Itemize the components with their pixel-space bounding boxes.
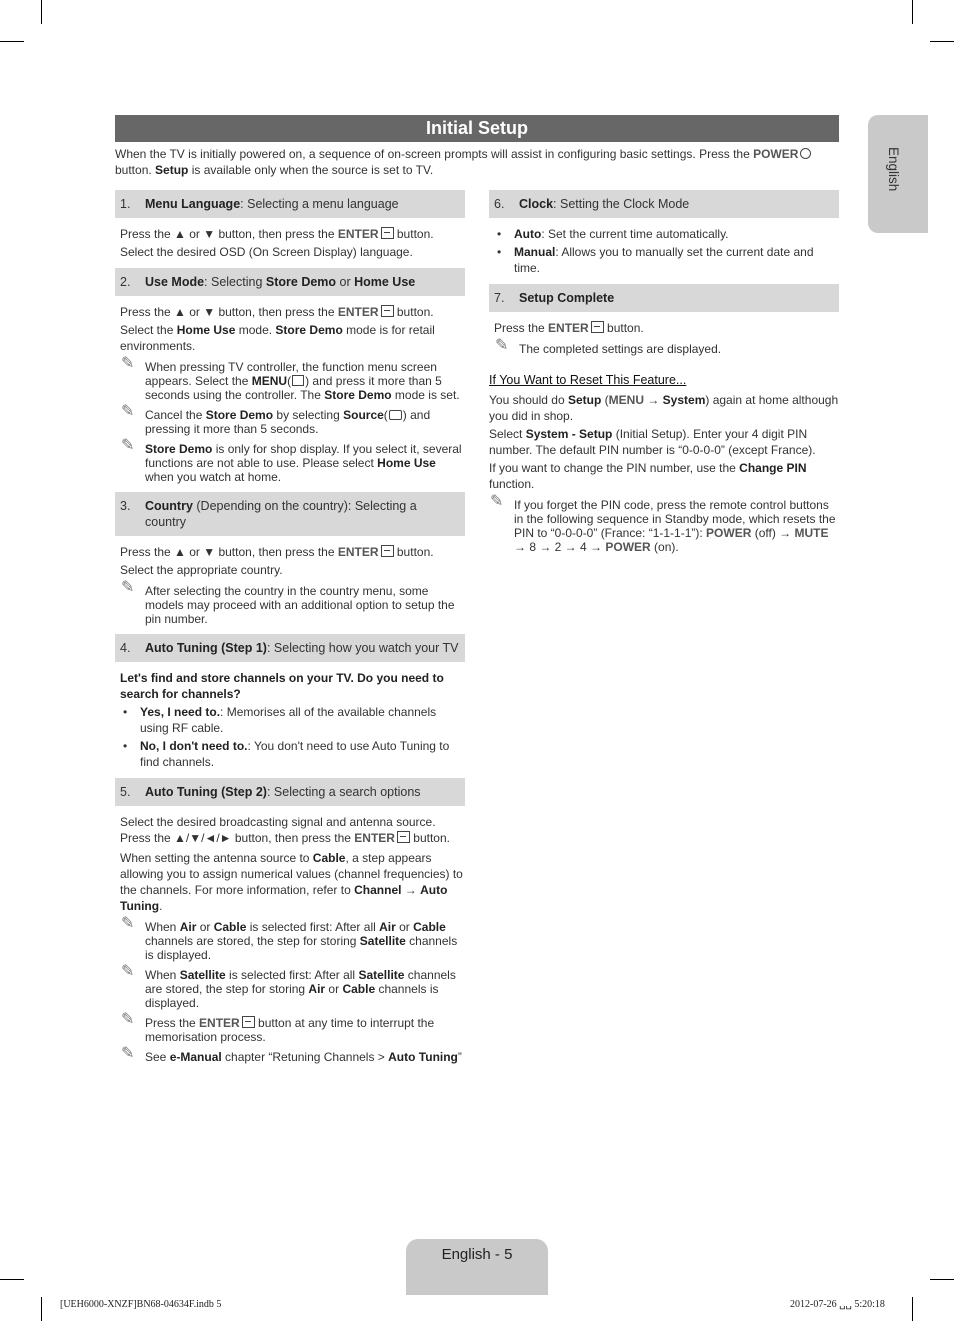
note: ✎ See e-Manual chapter “Retuning Channels > Auto Tuning” [121, 1045, 462, 1064]
section-body-auto-tuning-step1: Let's find and store channels on your TV. Do you need to search for channels? • Yes, I need to.: Memorises all of the available channels using RF cable. • No, I don't need to.: You don't need to use Auto Tuning to find channels. [115, 670, 465, 770]
print-file-info: [UEH6000-XNZF]BN68-04634F.indb 5 [60, 1299, 222, 1310]
note-pencil-icon: ✎ [495, 337, 509, 354]
enter-icon [381, 545, 394, 557]
note: ✎ If you forget the PIN code, press the remote control buttons in the following sequence in Standby mode, which resets the PIN to “0-0-0-0” (France: “1-1-1-1”): POWER (off) → MUTE → 8 → 2 → 4 → POWER (on). [490, 493, 836, 554]
crop-mark [930, 1279, 954, 1280]
language-tab-label: English [886, 147, 901, 192]
note-pencil-icon: ✎ [121, 915, 135, 932]
right-column [489, 190, 839, 558]
section-header-auto-tuning-step2: 5. Auto Tuning (Step 2): Selecting a search options [115, 778, 465, 806]
section-header-clock: 6. Clock: Setting the Clock Mode [489, 190, 839, 218]
section-header-setup-complete: 7. Setup Complete [489, 284, 839, 312]
page-title: Initial Setup [115, 115, 839, 142]
note: ✎ Cancel the Store Demo by selecting Source( ) and pressing it more than 5 seconds. [121, 403, 431, 436]
note-pencil-icon: ✎ [121, 579, 135, 596]
crop-mark [912, 0, 913, 24]
note: ✎ After selecting the country in the country menu, some models may proceed with an additional option to setup the pin number. [121, 579, 455, 626]
note-pencil-icon: ✎ [121, 1011, 135, 1028]
section-body-clock [489, 226, 839, 276]
section-header-use-mode: 2. Use Mode: Selecting Store Demo or Home Use [115, 268, 465, 296]
page-number: English - 5 [441, 1246, 513, 1263]
note-pencil-icon: ✎ [121, 437, 135, 454]
enter-icon [591, 321, 604, 333]
enter-icon [242, 1016, 255, 1028]
enter-icon [381, 305, 394, 317]
section-header-auto-tuning-step1: 4. Auto Tuning (Step 1): Selecting how you watch your TV [115, 634, 465, 662]
section-body-menu-language: Press the ▲ or ▼ button, then press the ENTER button. Select the desired OSD (On Screen Display) language. [120, 227, 434, 259]
note: ✎ When Air or Cable is selected first: After all Air or Cable channels are stored, the step for storing Satellite channels is displayed. [121, 915, 458, 962]
list-item: • Yes, I need to.: Memorises all of the available channels using RF cable. [123, 705, 437, 735]
section-body-country: Press the ▲ or ▼ button, then press the ENTER button. Select the appropriate country. ✎ After selecting the country in the country menu, some models may proceed with an additional option to setup the pin number. [115, 544, 465, 626]
list-item: • No, I don't need to.: You don't need to use Auto Tuning to find channels. [123, 739, 450, 769]
left-column [115, 190, 465, 1072]
note-pencil-icon: ✎ [121, 1045, 135, 1062]
menu-icon [292, 375, 304, 386]
page-number-tab [406, 1239, 548, 1295]
crop-mark [41, 0, 42, 24]
note: ✎ Store Demo is only for shop display. If you select it, several functions are not able to use. Please select Home Use when you watch at home. [121, 437, 462, 484]
section-body-auto-tuning-step2: Select the desired broadcasting signal and antenna source. Press the ▲/▼/◄/► button, then press the ENTER button. When setting the antenna source to Cable, a step appears allowing you to assign numerical values (channel frequencies) to the channels. For more information, refer to Channel → Auto Tuning. ✎ When Air or Cable is selected first: After all Air or Cable channels are stored, the step for storing Satellite channels is displayed. ✎ When Satellite is selected first: After all Satellite channels are stored, the step for storing Air or Cable channels is displayed. ✎ Press the ENTER button at any time to interrupt the memorisation process. ✎ See e-Manual chapter “Retuning Channels > Auto Tuning” [115, 814, 465, 1064]
note: ✎ Press the ENTER button at any time to interrupt the memorisation process. [121, 1011, 435, 1044]
crop-mark [0, 41, 24, 42]
note-pencil-icon: ✎ [121, 355, 135, 372]
note-pencil-icon: ✎ [121, 403, 135, 420]
source-icon [389, 410, 402, 420]
enter-icon [381, 227, 394, 239]
note-pencil-icon: ✎ [121, 963, 135, 980]
intro-paragraph: When the TV is initially powered on, a sequence of on-screen prompts will assist in configuring basic settings. Press the POWER button. Setup is available only when the source is set to TV. [115, 146, 835, 178]
section-body-setup-complete: Press the ENTER button. ✎ The completed settings are displayed. [489, 320, 839, 356]
note: ✎ When Satellite is selected first: After all Satellite channels are stored, the step for storing Air or Cable channels is displayed. [121, 963, 456, 1010]
note: ✎ The completed settings are displayed. [495, 337, 722, 356]
reset-section-body: You should do Setup (MENU → System) again at home although you did in shop. Select System - Setup (Initial Setup). Enter your 4 digit PIN number. The default PIN number is “0-0-0-0” (except France). If you want to change the PIN number, use the Change PIN function. ✎ If you forget the PIN code, press the remote control buttons in the following sequence in Standby mode, which resets the PIN to “0-0-0-0” (France: “1-1-1-1”): POWER (off) → MUTE → 8 → 2 → 4 → POWER (on). [489, 393, 839, 554]
note-pencil-icon: ✎ [490, 493, 504, 510]
section-body-use-mode: Press the ▲ or ▼ button, then press the ENTER button. Select the Home Use mode. Store Demo mode is for retail environments. ✎ When pressing TV controller, the function menu screen appears. Select the MENU( ) and press it more than 5 seconds using the controller. The Store Demo mode is set. ✎ Cancel the Store Demo by selecting Source( ) and pressing it more than 5 seconds. ✎ Store Demo is only for shop display. If you select it, several functions are not able to use. Please select Home Use when you watch at home. [115, 304, 465, 484]
crop-mark [41, 1297, 42, 1321]
crop-mark [0, 1279, 24, 1280]
section-header-country: 3. Country (Depending on the country): Selecting a country [115, 492, 465, 536]
crop-mark [930, 41, 954, 42]
section-header-menu-language: 1. Menu Language: Selecting a menu language [115, 190, 465, 218]
power-icon [800, 148, 811, 159]
note: ✎ When pressing TV controller, the function menu screen appears. Select the MENU( ) and press it more than 5 seconds using the controller. The Store Demo mode is set. [121, 355, 460, 402]
print-date-info: 2012-07-26 ␣␣ 5:20:18 [790, 1299, 885, 1310]
enter-icon [397, 831, 410, 843]
language-tab [868, 115, 928, 233]
list-item: • Manual: Allows you to manually set the current date and time. [497, 245, 814, 275]
reset-section-title: If You Want to Reset This Feature... [489, 373, 687, 387]
crop-mark [912, 1297, 913, 1321]
list-item: • Auto: Set the current time automatically. [497, 227, 729, 241]
